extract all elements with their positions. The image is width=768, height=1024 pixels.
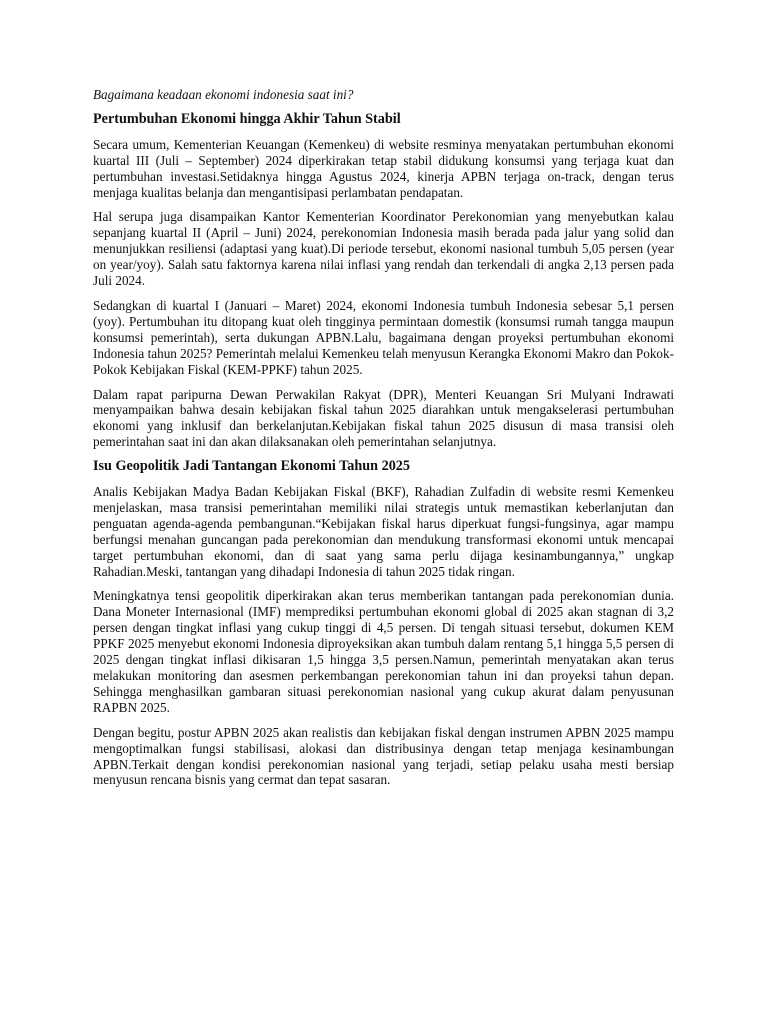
document-page xyxy=(93,87,674,797)
paragraph: Analis Kebijakan Madya Badan Kebijakan Fiskal (BKF), Rahadian Zulfadin di website resmi Kemenkeu menjelaskan, masa transisi pemerintahan memiliki nilai strategis untuk memastikan keberlanjutan dan penguatan agenda-agenda pembangunan.“Kebijakan fiskal harus diperkuat fungsi-fungsinya, agar mampu berfungsi menahan guncangan pada perekonomian dan mendukung transformasi ekonomi untuk mencapai target pertumbuhan ekonomi, dan di saat yang sama perlu dijaga kesinambungannya,” ungkap Rahadian.Meski, tantangan yang dihadapi Indonesia di tahun 2025 tidak ringan. xyxy=(93,484,674,579)
paragraph: Sedangkan di kuartal I (Januari – Maret) 2024, ekonomi Indonesia tumbuh Indonesia sebesar 5,1 persen (yoy). Pertumbuhan itu ditopang kuat oleh tingginya permintaan domestik (konsumsi rumah tangga maupun konsumsi pemerintah), serta dukungan APBN.Lalu, bagaimana dengan proyeksi pertumbuhan ekonomi Indonesia tahun 2025? Pemerintah melalui Kemenkeu telah menyusun Kerangka Ekonomi Makro dan Pokok-Pokok Kebijakan Fiskal (KEM-PPKF) tahun 2025. xyxy=(93,297,674,377)
paragraph: Dalam rapat paripurna Dewan Perwakilan Rakyat (DPR), Menteri Keuangan Sri Mulyani Indrawati menyampaikan bahwa desain kebijakan fiskal tahun 2025 diarahkan untuk mengakselerasi pertumbuhan ekonomi yang inklusif dan berkelanjutan.Kebijakan fiskal tahun 2025 disusun di masa transisi oleh pemerintahan saat ini dan akan dilaksanakan oleh pemerintahan selanjutnya. xyxy=(93,386,674,450)
paragraph: Secara umum, Kementerian Keuangan (Kemenkeu) di website resminya menyatakan pertumbuhan ekonomi kuartal III (Juli – September) 2024 diperkirakan tetap stabil didukung konsumsi yang terjaga kuat dan pertumbuhan investasi.Setidaknya hingga Agustus 2024, kinerja APBN terjaga on-track, dengan terus menjaga kualitas belanja dan mengantisipasi perlambatan pendapatan. xyxy=(93,136,674,200)
paragraph: Hal serupa juga disampaikan Kantor Kementerian Koordinator Perekonomian yang menyebutkan kalau sepanjang kuartal II (April – Juni) 2024, perekonomian Indonesia masih berada pada jalur yang solid dan menunjukkan resiliensi (adaptasi yang kuat).Di periode tersebut, ekonomi nasional tumbuh 5,05 persen (year on year/yoy). Salah satu faktornya karena nilai inflasi yang rendah dan terkendali di angka 2,13 persen pada Juli 2024. xyxy=(93,209,674,289)
section-heading-geopolitics: Isu Geopolitik Jadi Tantangan Ekonomi Tahun 2025 xyxy=(93,458,410,475)
paragraph: Dengan begitu, postur APBN 2025 akan realistis dan kebijakan fiskal dengan instrumen APBN 2025 mampu mengoptimalkan fungsi stabilisasi, alokasi dan distribusinya dengan tetap menjaga kesinambungan APBN.Terkait dengan kondisi perekonomian nasional yang terjadi, setiap pelaku usaha mesti bersiap menyusun rencana bisnis yang cermat dan tepat sasaran. xyxy=(93,724,674,788)
section-heading-growth: Pertumbuhan Ekonomi hingga Akhir Tahun Stabil xyxy=(93,110,401,127)
paragraph: Meningkatnya tensi geopolitik diperkirakan akan terus memberikan tantangan pada perekonomian dunia. Dana Moneter Internasional (IMF) memprediksi pertumbuhan ekonomi global di 2025 akan stagnan di 3,2 persen dengan tingkat inflasi yang cukup tinggi di 4,5 persen. Di tengah situasi tersebut, dokumen KEM PPKF 2025 menyebut ekonomi Indonesia diproyeksikan akan tumbuh dalam rentang 5,1 hingga 5,5 persen di 2025 dengan tingkat inflasi dikisaran 1,5 hingga 3,5 persen.Namun, pemerintah menyatakan akan terus melakukan monitoring dan asesmen perkembangan perekonomian tahun ini dan proyeksi tahun depan. Sehingga menghasilkan gambaran situasi perekonomian nasional yang cukup akurat dalam penyusunan RAPBN 2025. xyxy=(93,588,674,715)
question-text: Bagaimana keadaan ekonomi indonesia saat ini? xyxy=(93,87,354,102)
